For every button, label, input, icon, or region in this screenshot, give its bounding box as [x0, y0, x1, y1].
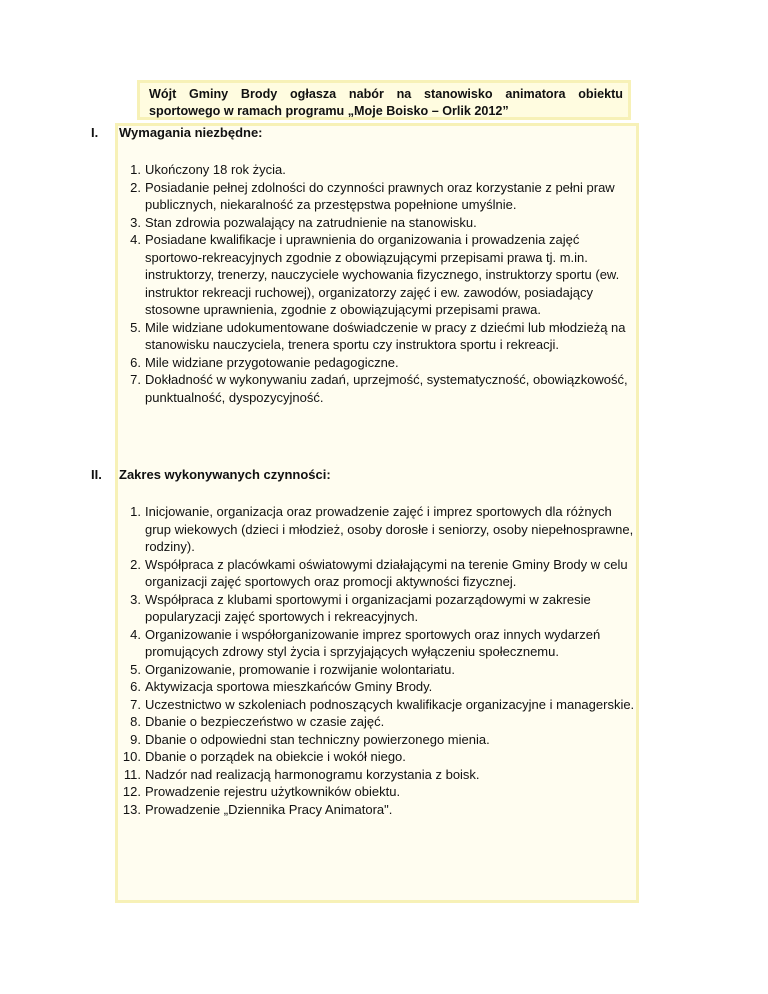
list-item — [130, 591, 637, 626]
list-item — [122, 748, 637, 766]
section-number: I. — [91, 125, 99, 140]
list-item — [130, 214, 637, 232]
list-item — [130, 354, 637, 372]
list-item — [130, 626, 637, 661]
list-item — [130, 731, 637, 749]
list-item-text: Posiadanie pełnej zdolności do czynności prawnych oraz korzystanie z pełni praw publicznych, niekaralność za przestępstwa popełnione umyślnie. — [145, 179, 615, 212]
list-item — [130, 319, 637, 354]
list-item — [130, 161, 637, 179]
list-item-text: Dbanie o bezpieczeństwo w czasie zajęć. — [145, 714, 385, 729]
list-item-number: 5. — [130, 319, 141, 335]
list-item-number: 1. — [130, 504, 141, 519]
list-item-number: 6. — [130, 354, 141, 370]
list-item — [130, 713, 637, 731]
list-item-text: Współpraca z placówkami oświatowymi działającymi na terenie Gminy Brody w celu organizacji zajęć sportowych oraz promocji aktywności fizycznej. — [145, 556, 628, 589]
list-item — [130, 179, 637, 214]
list-item-text: Nadzór nad realizacją harmonogramu korzystania z boisk. — [145, 766, 480, 782]
list-item-number: 4. — [130, 626, 141, 642]
list-item — [130, 503, 637, 556]
list-item-text: Dokładność w wykonywaniu zadań, uprzejmość, systematyczność, obowiązkowość, punktualność, dyspozycyjność. — [145, 372, 628, 405]
list-item-number: 11. — [123, 766, 141, 782]
list-item-number: 6. — [130, 679, 141, 694]
list-item-text: Dbanie o porządek na obiekcie i wokół niego. — [145, 749, 406, 764]
list-item-text: Mile widziane udokumentowane doświadczenie w pracy z dziećmi lub młodzieżą na stanowisku nauczyciela, trenera sportu czy instruktora sportu i rekreacji. — [145, 319, 626, 352]
list-item — [130, 678, 637, 696]
list-item-number: 2. — [130, 179, 141, 195]
list-item — [123, 766, 637, 784]
list-item-number: 1. — [130, 162, 141, 177]
list-item-text: Współpraca z klubami sportowymi i organizacjami pozarządowymi w zakresie popularyzacji zajęć sportowych i rekreacyjnych. — [145, 591, 591, 624]
list-item-number: 2. — [130, 556, 141, 572]
section-number: II. — [91, 467, 102, 482]
list-item-text: Prowadzenie rejestru użytkowników obiektu. — [145, 784, 401, 799]
list-item-number: 7. — [130, 696, 141, 712]
list-item-text: Posiadane kwalifikacje i uprawnienia do organizowania i prowadzenia zajęć sportowo-rekreacyjnych zgodnie z obowiązującymi przepisami prawa tj. m.in. instruktorzy, trenerzy, nauczyciele wychowania fizycznego, instruktorzy sportu (ew. instruktor rekreacji ruchowej), organizatorzy zajęć i ew. zawodów, posiadający stosowne uprawnienia, zgodnie z obowiązującymi przepisami prawa. — [145, 232, 620, 317]
list-item-text: Aktywizacja sportowa mieszkańców Gminy Brody. — [145, 679, 433, 694]
section-title: Wymagania niezbędne: — [119, 125, 263, 140]
list-item-number: 13. — [122, 801, 141, 817]
list-item-text: Uczestnictwo w szkoleniach podnoszących kwalifikacje organizacyjne i managerskie. — [145, 696, 635, 712]
list-item-number: 3. — [130, 591, 141, 607]
list-item-number: 12. — [122, 784, 141, 799]
list-item-number: 4. — [130, 232, 141, 247]
list-item-number: 8. — [130, 714, 141, 729]
list-item-text: Organizowanie i współorganizowanie imprez sportowych oraz innych wydarzeń promujących zdrowy styl życia i sprzyjających wyłączeniu społecznemu. — [145, 626, 601, 659]
list-item-text: Inicjowanie, organizacja oraz prowadzenie zajęć i imprez sportowych dla różnych grup wiekowych (dzieci i młodzież, osoby dorosłe i seniorzy, osoby niepełnosprawne, rodziny). — [145, 504, 634, 554]
section-title: Zakres wykonywanych czynności: — [119, 467, 331, 482]
list-item-text: Mile widziane przygotowanie pedagogiczne. — [145, 354, 399, 370]
section-heading-requirements — [91, 124, 263, 141]
list-item — [130, 556, 637, 591]
list-item-text: Dbanie o odpowiedni stan techniczny powierzonego mienia. — [145, 731, 490, 747]
list-item — [122, 801, 637, 819]
list-item-number: 9. — [130, 731, 141, 747]
list-item-text: Organizowanie, promowanie i rozwijanie wolontariatu. — [145, 661, 455, 677]
list-item-text: Prowadzenie „Dziennika Pracy Animatora". — [145, 801, 393, 817]
list-item — [130, 661, 637, 679]
section-heading-duties — [91, 466, 331, 483]
list-item-text: Stan zdrowia pozwalający na zatrudnienie na stanowisku. — [145, 214, 477, 230]
list-item — [122, 783, 637, 801]
duties-list — [122, 503, 637, 818]
list-item — [130, 696, 637, 714]
page-title: Wójt Gminy Brody ogłasza nabór na stanowisko animatora obiektu sportowego w ramach programu „Moje Boisko – Orlik 2012” — [149, 87, 623, 118]
list-item-number: 7. — [130, 372, 141, 387]
list-item-number: 5. — [130, 661, 141, 677]
requirements-list — [130, 161, 637, 406]
list-item — [130, 231, 637, 319]
list-item — [130, 371, 637, 406]
list-item-number: 10. — [122, 749, 141, 764]
list-item-number: 3. — [130, 214, 141, 230]
list-item-text: Ukończony 18 rok życia. — [145, 162, 286, 177]
